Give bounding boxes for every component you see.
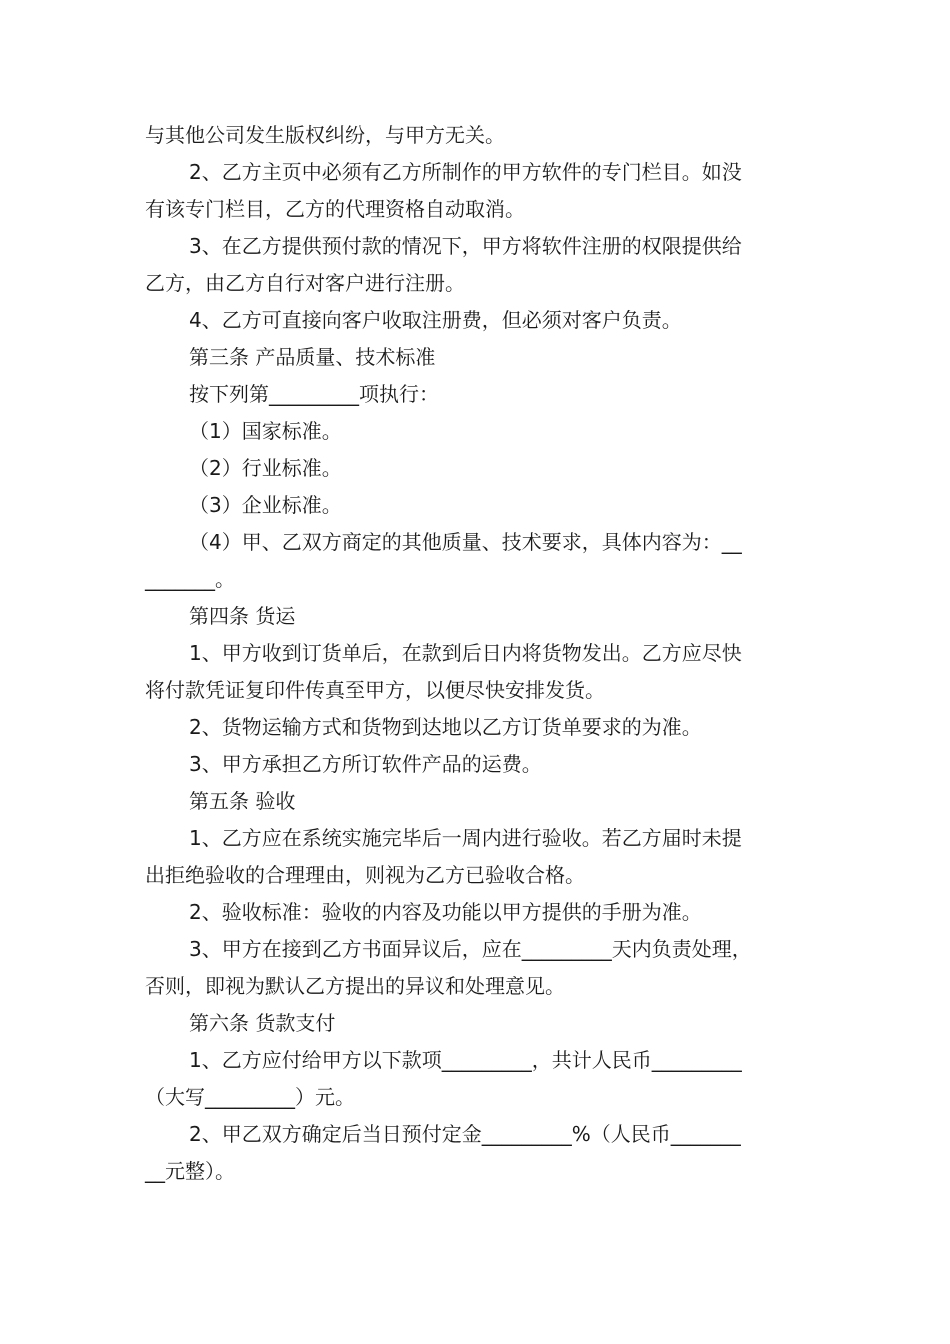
document-line: 3、甲方在接到乙方书面异议后，应在_________天内负责处理， <box>189 937 752 961</box>
document-line: （2）行业标准。 <box>189 456 342 480</box>
document-line: 乙方，由乙方自行对客户进行注册。 <box>145 271 465 295</box>
document-body <box>145 117 810 1190</box>
document-line: 2、验收标准：验收的内容及功能以甲方提供的手册为准。 <box>189 900 702 924</box>
document-line: __元整）。 <box>145 1159 235 1183</box>
document-line: 与其他公司发生版权纠纷，与甲方无关。 <box>145 123 505 147</box>
document-line: 按下列第_________项执行： <box>189 382 439 406</box>
document-line: 第六条 货款支付 <box>189 1011 336 1035</box>
document-line: 2、乙方主页中必须有乙方所制作的甲方软件的专门栏目。如没 <box>189 160 742 184</box>
document-line: 1、乙方应付给甲方以下款项_________，共计人民币_________ <box>189 1048 742 1072</box>
document-line: 1、乙方应在系统实施完毕后一周内进行验收。若乙方届时未提 <box>189 826 742 850</box>
document-line: （3）企业标准。 <box>189 493 342 517</box>
document-line: 3、甲方承担乙方所订软件产品的运费。 <box>189 752 542 776</box>
document-line: 出拒绝验收的合理理由，则视为乙方已验收合格。 <box>145 863 585 887</box>
document-line: 2、货物运输方式和货物到达地以乙方订货单要求的为准。 <box>189 715 702 739</box>
document-line: _______。 <box>145 567 235 591</box>
document-line: 第五条 验收 <box>189 789 296 813</box>
document-line: 第四条 货运 <box>189 604 296 628</box>
document-line: 有该专门栏目，乙方的代理资格自动取消。 <box>145 197 525 221</box>
document-line: 将付款凭证复印件传真至甲方，以便尽快安排发货。 <box>145 678 605 702</box>
document-line: （1）国家标准。 <box>189 419 342 443</box>
document-line: 第三条 产品质量、技术标准 <box>189 345 436 369</box>
document-line: （4）甲、乙双方商定的其他质量、技术要求，具体内容为：__ <box>189 530 742 554</box>
document-line: 3、在乙方提供预付款的情况下，甲方将软件注册的权限提供给 <box>189 234 742 258</box>
document-line: （大写_________）元。 <box>145 1085 355 1109</box>
document-line: 2、甲乙双方确定后当日预付定金_________%（人民币_______ <box>189 1122 741 1146</box>
document-line: 否则，即视为默认乙方提出的异议和处理意见。 <box>145 974 565 998</box>
document-line: 4、乙方可直接向客户收取注册费，但必须对客户负责。 <box>189 308 682 332</box>
document-line: 1、甲方收到订货单后，在款到后日内将货物发出。乙方应尽快 <box>189 641 742 665</box>
